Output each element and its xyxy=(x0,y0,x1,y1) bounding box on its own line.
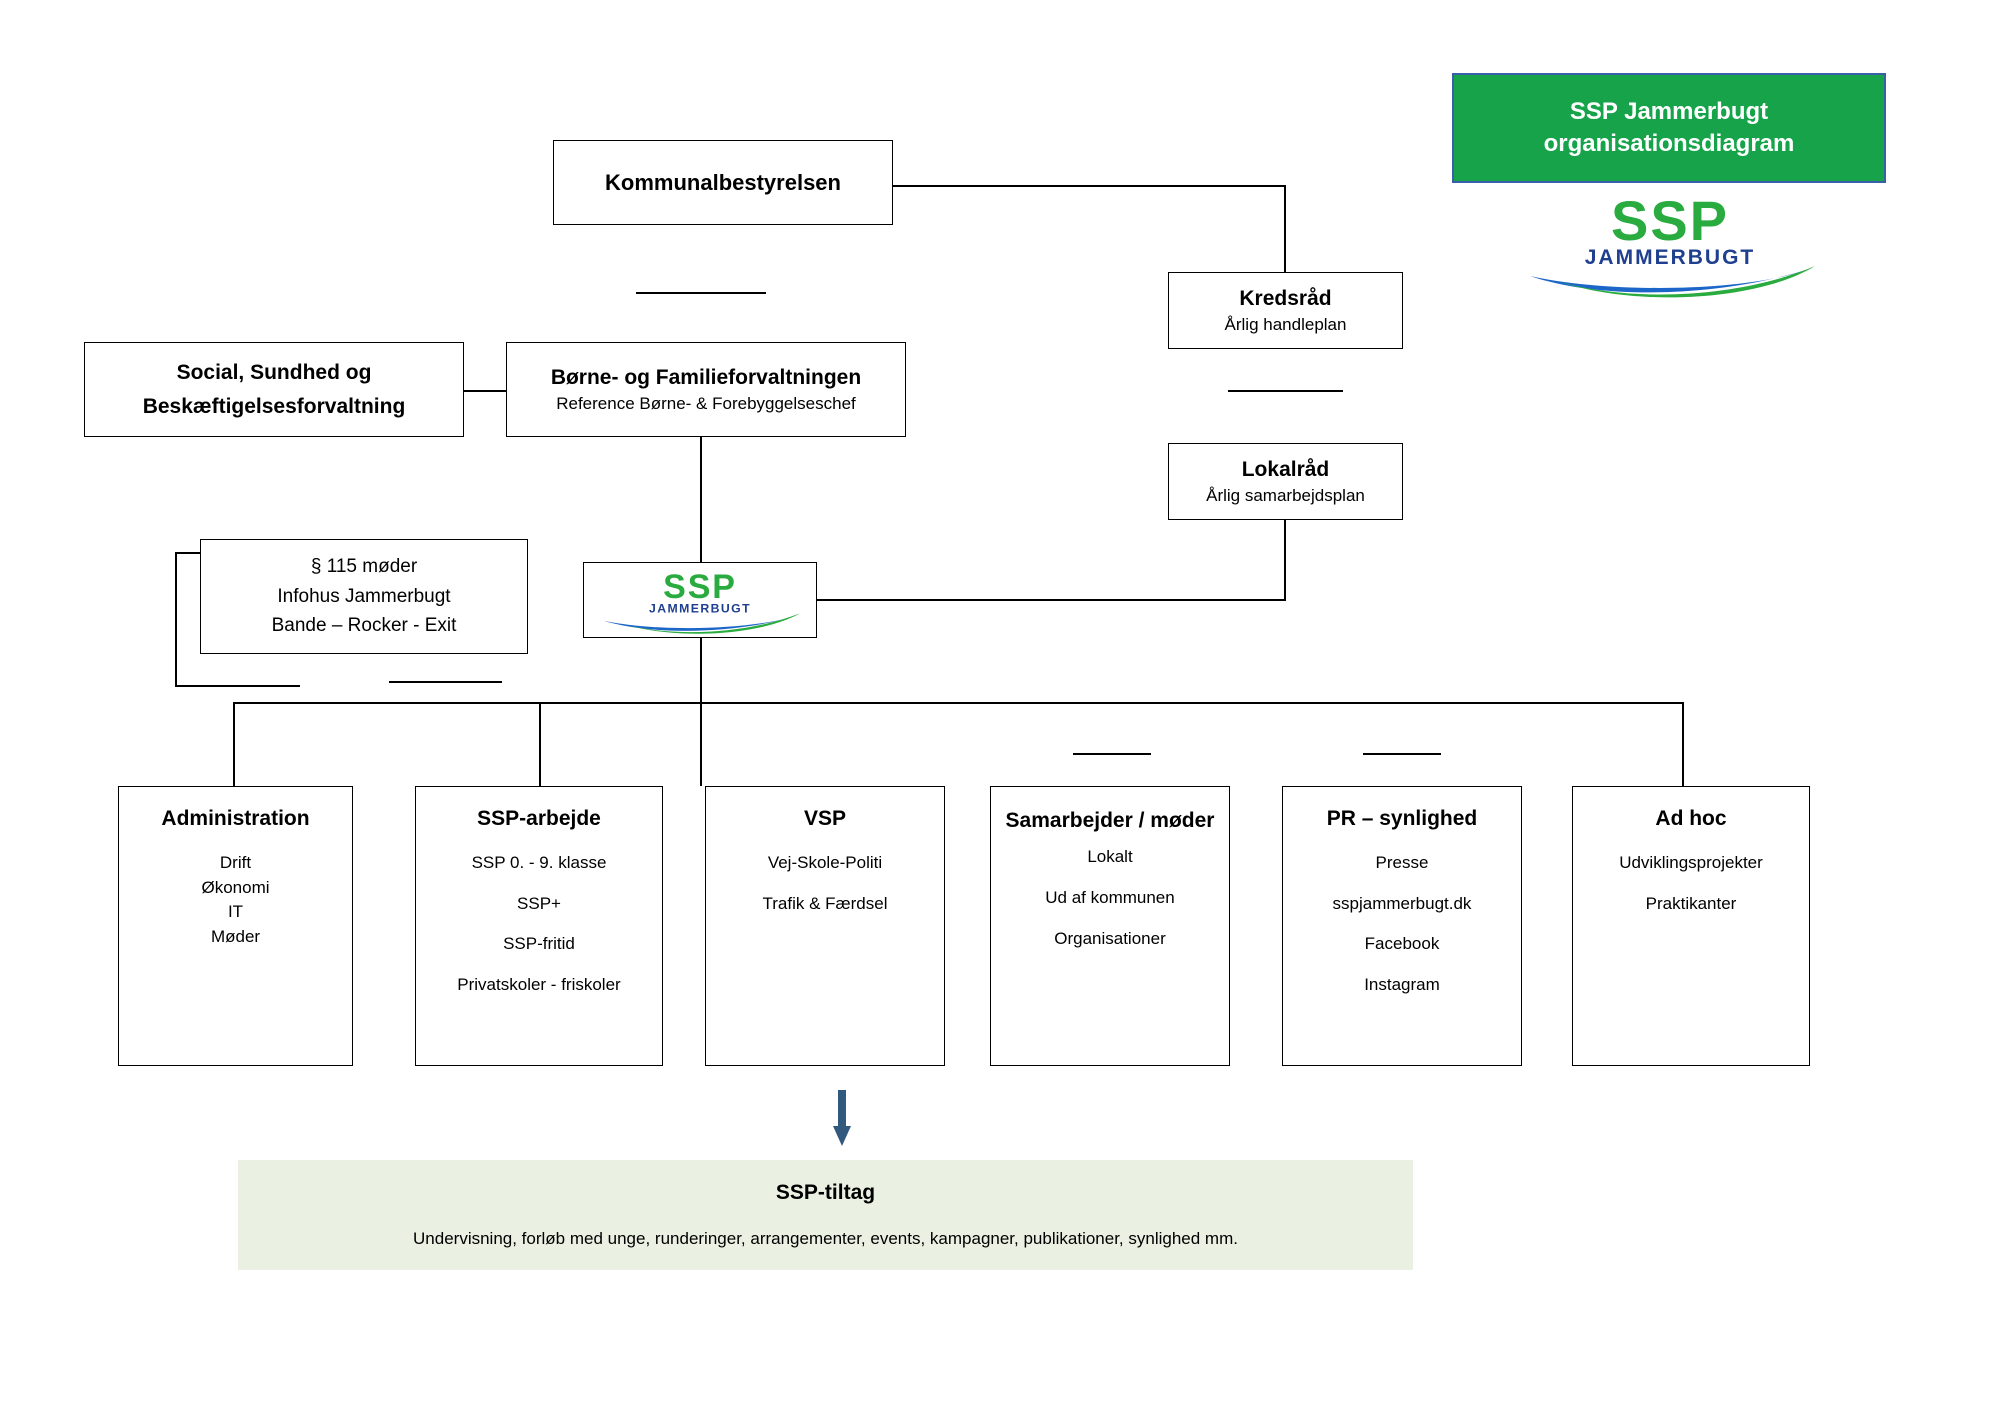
node-115-line1: § 115 møder xyxy=(310,556,418,578)
leaf-ad-hoc xyxy=(1572,786,1810,1066)
node-social-line1: Social, Sundhed og xyxy=(176,360,372,384)
leaf-item: Praktikanter xyxy=(1645,893,1737,913)
leaf-item: sspjammerbugt.dk xyxy=(1332,893,1472,913)
connector-kommunalbestyrelsen-kredsraad xyxy=(893,185,1285,187)
node-lokalraad-title: Lokalråd xyxy=(1241,457,1330,481)
svg-text:SSP: SSP xyxy=(663,568,737,607)
leaf-title: Ad hoc xyxy=(1655,807,1727,830)
node-kommunalbestyrelsen-title: Kommunalbestyrelsen xyxy=(605,169,841,195)
svg-text:JAMMERBUGT: JAMMERBUGT xyxy=(648,601,752,616)
leaf-item: SSP+ xyxy=(517,893,561,913)
svg-text:SSP: SSP xyxy=(1610,189,1730,252)
connector-115-left-stub xyxy=(175,552,201,554)
ssp-logo-small-icon xyxy=(595,566,805,634)
connector-ssp-bus-drop xyxy=(700,638,702,703)
leaf-samarbejder-moeder xyxy=(990,786,1230,1066)
leaf-pr-synlighed xyxy=(1282,786,1522,1066)
leaf-item: Økonomi xyxy=(201,877,270,897)
leaf-title: SSP-arbejde xyxy=(477,807,601,830)
node-kredsraad-sub: Årlig handleplan xyxy=(1224,314,1347,334)
leaf-item: Facebook xyxy=(1364,934,1440,954)
connector-social-boerne xyxy=(464,390,506,392)
header-badge-line2: organisationsdiagram xyxy=(1543,130,1795,157)
node-lokalraad-sub: Årlig samarbejdsplan xyxy=(1206,485,1365,505)
connector-drop-vsp xyxy=(700,702,702,786)
connector-stub-pr xyxy=(1363,753,1441,755)
connector-drop-adhoc xyxy=(1682,702,1684,786)
leaf-item: IT xyxy=(227,902,244,922)
connector-stub-kredsraad xyxy=(1228,390,1343,392)
leaf-title: Samarbejder / møder xyxy=(1005,809,1215,832)
node-ssp-logo-box xyxy=(583,562,817,638)
leaf-item: Instagram xyxy=(1364,974,1440,994)
node-kommunalbestyrelsen xyxy=(553,140,893,225)
leaf-title: Administration xyxy=(161,807,310,830)
leaf-item: Privatskoler - friskoler xyxy=(457,974,621,994)
node-paragraf-115 xyxy=(200,539,528,654)
node-ssp-tiltag xyxy=(238,1160,1413,1270)
connector-lokalraad-drop xyxy=(1284,520,1286,600)
ssp-logo xyxy=(1520,188,1820,298)
node-social-line2: Beskæftigelsesforvaltning xyxy=(142,394,406,418)
leaf-title: PR – synlighed xyxy=(1326,807,1478,830)
connector-115-stub2 xyxy=(389,681,502,683)
node-ssp-tiltag-sub: Undervisning, forløb med unge, runderinger, arrangementer, events, kampagner, publikationer, synlighed mm. xyxy=(413,1229,1238,1248)
leaf-item: Lokalt xyxy=(1087,847,1133,867)
connector-115-bottom xyxy=(175,685,300,687)
node-kredsraad-title: Kredsråd xyxy=(1239,286,1332,310)
node-boerne-title: Børne- og Familieforvaltningen xyxy=(550,365,862,389)
header-badge-line1: SSP Jammerbugt xyxy=(1569,97,1769,125)
connector-stub-kommunalbestyrelsen xyxy=(636,292,766,294)
node-ssp-tiltag-title: SSP-tiltag xyxy=(775,1181,876,1204)
node-social-sundhed-beskaeftigelse xyxy=(84,342,464,437)
connector-lokalraad-ssp xyxy=(817,599,1286,601)
connector-115-vert xyxy=(175,552,177,686)
leaf-item: Udviklingsprojekter xyxy=(1619,853,1763,872)
leaf-item: Trafik & Færdsel xyxy=(762,893,888,913)
header-badge xyxy=(1452,73,1886,183)
leaf-item: Vej-Skole-Politi xyxy=(767,853,883,872)
connector-stub-samarbejder xyxy=(1073,753,1151,755)
leaf-item: Møder xyxy=(210,926,261,946)
node-boerne-sub: Reference Børne- & Forebyggelseschef xyxy=(556,393,856,413)
leaf-item: Presse xyxy=(1375,853,1429,872)
leaf-item: SSP 0. - 9. klasse xyxy=(471,853,607,872)
connector-kredsraad-drop xyxy=(1284,185,1286,273)
svg-text:JAMMERBUGT: JAMMERBUGT xyxy=(1584,246,1756,269)
node-115-line3: Bande – Rocker - Exit xyxy=(271,615,457,637)
connector-boerne-ssp xyxy=(700,437,702,562)
node-kredsraad xyxy=(1168,272,1403,349)
node-boerne-familieforvaltningen xyxy=(506,342,906,437)
arrow-down-icon xyxy=(833,1090,851,1146)
leaf-vsp xyxy=(705,786,945,1066)
leaf-item: SSP-fritid xyxy=(503,934,575,954)
leaf-ssp-arbejde xyxy=(415,786,663,1066)
connector-drop-ssparbejde xyxy=(539,702,541,786)
leaf-administration xyxy=(118,786,353,1066)
leaf-title: VSP xyxy=(803,807,847,830)
connector-main-bus xyxy=(233,702,1682,704)
leaf-item: Organisationer xyxy=(1054,928,1166,948)
node-lokalraad xyxy=(1168,443,1403,520)
connector-drop-administration xyxy=(233,702,235,786)
leaf-item: Ud af kommunen xyxy=(1045,887,1175,907)
leaf-item: Drift xyxy=(219,853,252,872)
node-115-line2: Infohus Jammerbugt xyxy=(277,585,451,607)
